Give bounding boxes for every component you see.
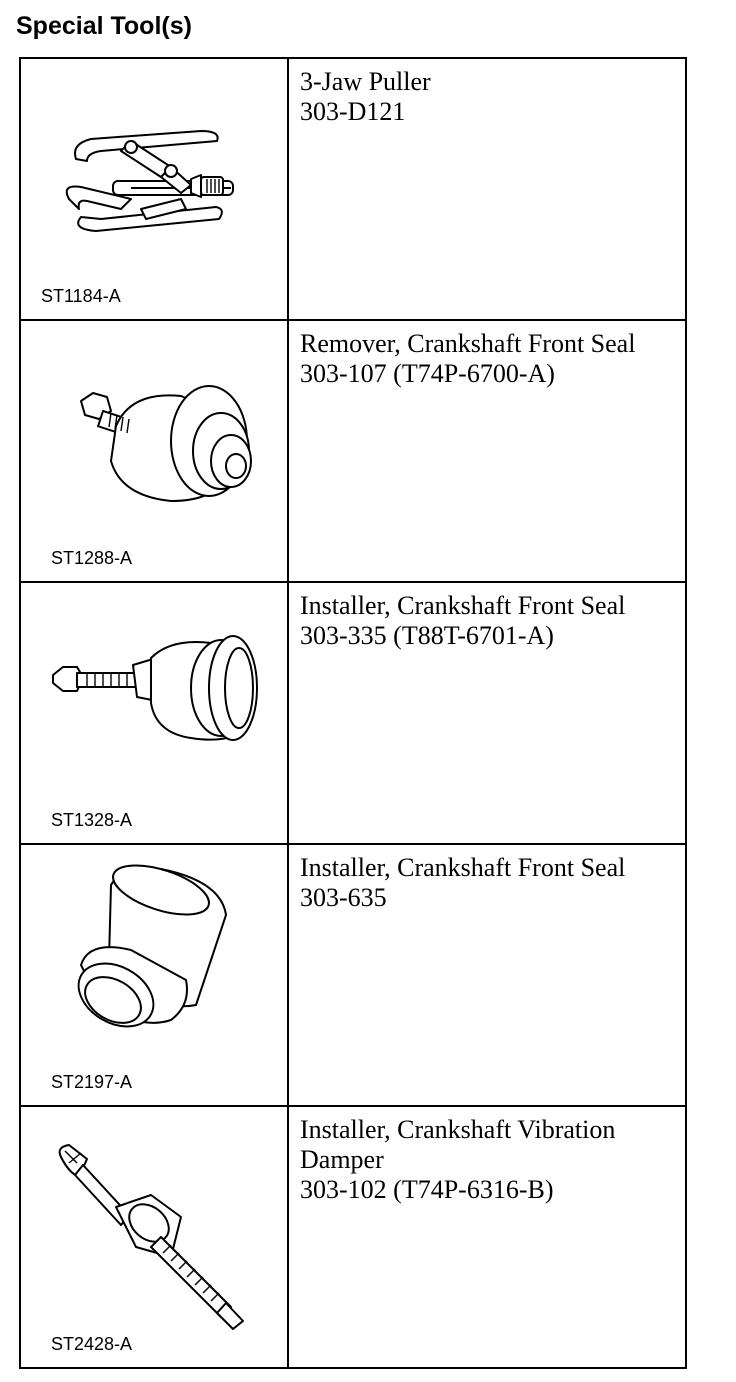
tool-image-cell — [20, 58, 288, 320]
tool-name: Remover, Crankshaft Front Seal — [300, 329, 636, 358]
tool-description-cell — [288, 1106, 686, 1368]
tool-description-cell — [288, 320, 686, 582]
tool-name: 3-Jaw Puller — [300, 67, 431, 96]
table-row — [20, 582, 686, 844]
tool-description-cell — [288, 582, 686, 844]
tool-image-cell — [20, 320, 288, 582]
tool-number: 303-D121 — [300, 97, 406, 126]
table-row — [20, 1106, 686, 1368]
crankshaft-seal-installer-drawing — [21, 583, 287, 837]
three-jaw-puller-drawing — [21, 59, 287, 313]
crankshaft-seal-installer-635-drawing — [21, 845, 287, 1099]
tool-description-cell — [288, 58, 686, 320]
tool-image-code: ST1288-A — [51, 548, 133, 568]
page-title: Special Tool(s) — [16, 12, 192, 40]
tool-image-cell — [20, 582, 288, 844]
tool-number: 303-102 (T74P-6316-B) — [300, 1175, 554, 1204]
special-tools-table — [19, 57, 687, 1369]
tool-number: 303-335 (T88T-6701-A) — [300, 621, 554, 650]
table-row — [20, 844, 686, 1106]
tool-name: Installer, Crankshaft Vibration — [300, 1115, 616, 1144]
tool-image-code: ST2197-A — [51, 1072, 133, 1092]
crankshaft-seal-remover-drawing — [21, 321, 287, 575]
tool-image-cell — [20, 1106, 288, 1368]
tool-image-code: ST1328-A — [51, 810, 133, 830]
tool-name-continued: Damper — [300, 1145, 384, 1174]
table-row — [20, 58, 686, 320]
tool-image-cell — [20, 844, 288, 1106]
table-row — [20, 320, 686, 582]
tool-image-code: ST2428-A — [51, 1334, 133, 1354]
tool-description-cell — [288, 844, 686, 1106]
tool-number: 303-107 (T74P-6700-A) — [300, 359, 555, 388]
tool-name: Installer, Crankshaft Front Seal — [300, 853, 626, 882]
tool-name: Installer, Crankshaft Front Seal — [300, 591, 626, 620]
tool-number: 303-635 — [300, 883, 387, 912]
tool-image-code: ST1184-A — [41, 286, 121, 306]
vibration-damper-installer-drawing — [21, 1107, 287, 1361]
